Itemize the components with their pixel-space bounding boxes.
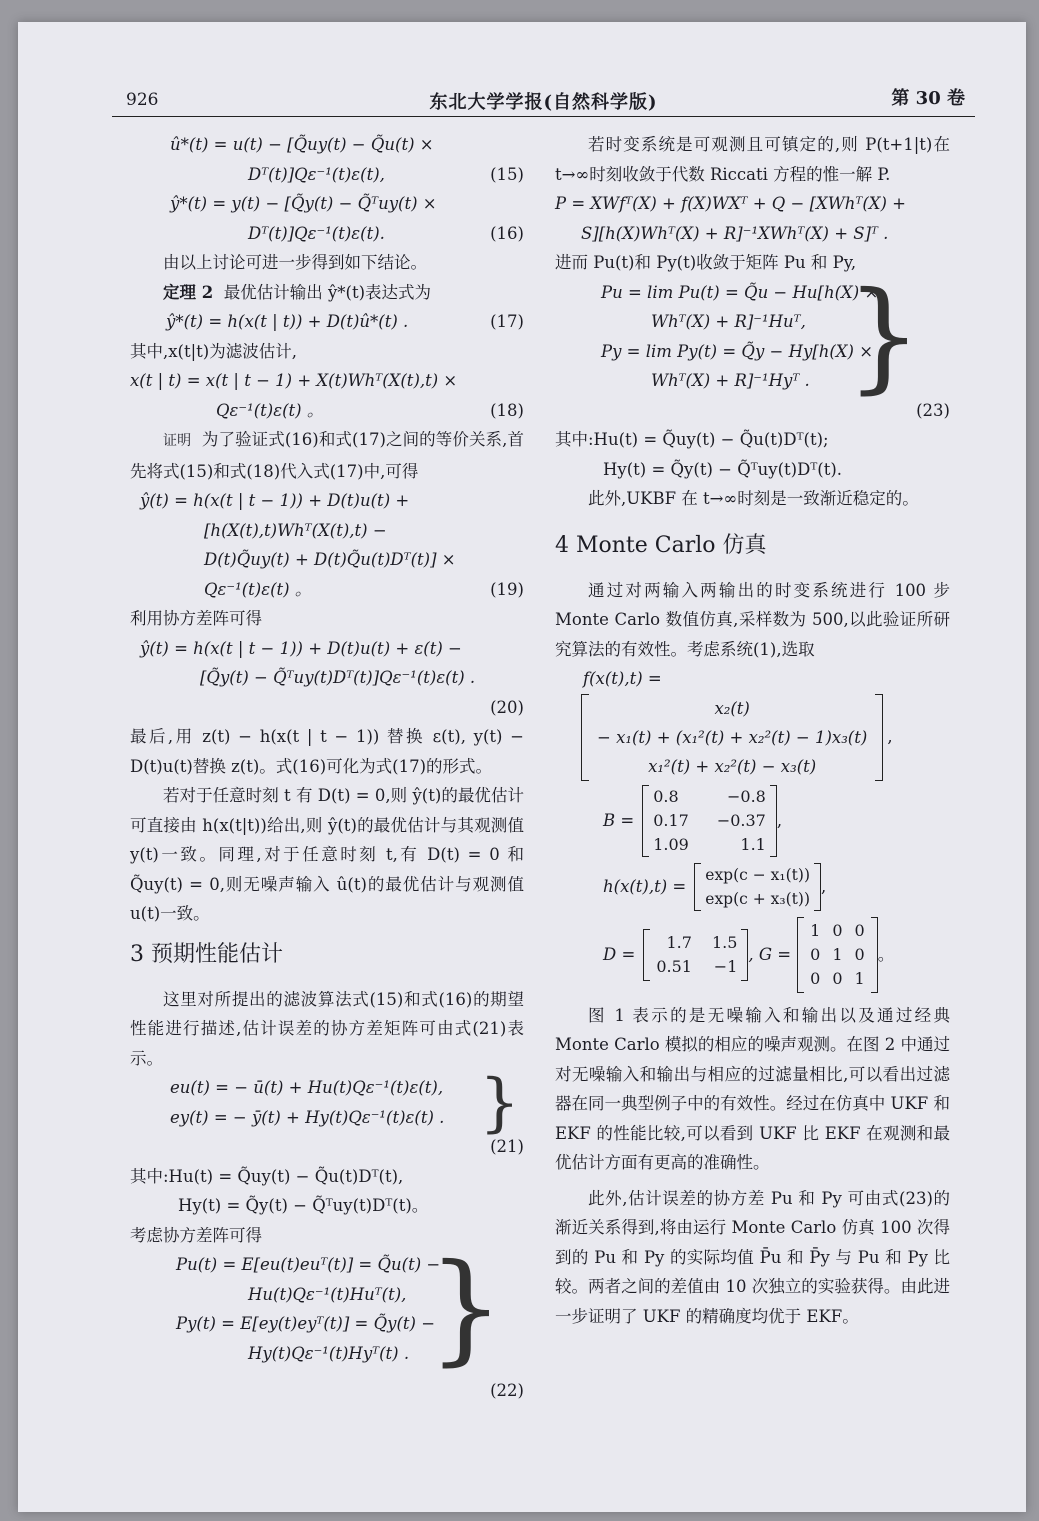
paragraph: 此外,UKBF 在 t→∞时刻是一致渐近稳定的。 [588,489,919,508]
equation-20-cont: [Q̃y(t) − Q̃ᵀuy(t)Dᵀ(t)]Qε⁻¹(t)ε(t) . [200,668,476,687]
matrix-table: 1 0 0 0 1 0 0 0 1 [810,920,865,988]
left-bracket [797,917,804,993]
matrix-label: , G = [748,944,792,964]
vector-entry: − x₁(t) + (x₁²(t) + x₂²(t) − 1)x₃(t) [597,727,868,747]
paragraph: 利用协方差阵可得 [130,609,262,628]
left-bracket [694,863,701,911]
h-definition: h(x(t),t) = exp(c − x₁(t)) exp(c + x₃(t)) , [555,863,950,911]
equation-number: (16) [490,223,524,243]
right-column [555,130,950,1331]
matrix-label: D = [603,944,636,964]
journal-title: 东北大学学报(自然科学版) [429,92,658,113]
left-bracket [581,694,589,781]
equation-22: Pu(t) = E[eu(t)euᵀ(t)] = Q̃u(t) − Hu(t)Qε⁻¹(t)Huᵀ(t), Py(t) = E[ey(t)eyᵀ(t)] = Q̃y(t) − Hy(t)Qε⁻¹(t)Hyᵀ(t) . } [176,1239,504,1378]
right-brace: } [479,1066,520,1140]
matrix-table: 1.7 1.5 0.51 −1 [656,932,738,976]
h-definition-lhs: h(x(t),t) = [603,876,687,896]
equation-15: û*(t) = u(t) − [Q̃uy(t) − Q̃u(t) × [170,135,434,154]
right-bracket [741,929,748,981]
equation-23: Pu = lim Pu(t) = Q̃u − Hu[h(X) × Whᵀ(X) + R]⁻¹Huᵀ, Py = lim Py(t) = Q̃y − Hy[h(X) × Whᵀ(X) + R]⁻¹Hyᵀ . } [601,266,922,406]
where-line: Hy(t) = Q̃y(t) − Q̃ᵀuy(t)Dᵀ(t)。 [178,1196,429,1215]
running-header [112,82,975,117]
vector-entry: exp(c + x₃(t)) [705,889,810,908]
where-line: 其中:Hu(t) = Q̃uy(t) − Q̃u(t)Dᵀ(t), [130,1166,404,1186]
where-line: Hy(t) = Q̃y(t) − Q̃ᵀuy(t)Dᵀ(t). [603,459,843,479]
left-column [130,130,524,1406]
proof-paragraph: 证明 为了验证式(16)和式(17)之间的等价关系,首先将式(15)和式(18)代入式(17)中,可得 [130,430,524,481]
equation-19: ŷ(t) = h(x(t | t − 1)) + D(t)u(t) + [140,491,410,510]
paragraph: 通过对两输入两输出的时变系统进行 100 步 Monte Carlo 数值仿真,采样数为 500,以此验证所研究算法的有效性。考虑系统(1),选取 [555,580,950,659]
vector-entry: x₂(t) [714,698,750,718]
matrix-table: 0.8 −0.8 0.17 −0.37 1.09 1.1 [653,786,766,854]
equation-19-cont: D(t)Q̃uy(t) + D(t)Q̃u(t)Dᵀ(t)] × [204,550,456,569]
equation-17: ŷ*(t) = h(x(t | t)) + D(t)û*(t) . (17) [130,307,524,337]
matrix-label: B = [603,810,635,830]
equation-number: (19) [490,579,524,599]
equation-number: (17) [490,312,524,331]
equation-23-number: (23) [916,400,950,420]
equation-22-number: (22) [490,1381,524,1400]
right-bracket [814,863,821,911]
section-heading: 4 Monte Carlo 仿真 [555,532,767,558]
riccati-equation: P = XWfᵀ(X) + f(X)WXᵀ + Q − [XWhᵀ(X) + [555,194,907,213]
matrices-D-G: D = 1.7 1.5 0.51 −1 , G = 1 0 0 0 1 0 0 0 1 。 [555,917,950,993]
paragraph: 其中,x(t|t)为滤波估计, [130,341,297,361]
vector-entry: x₁²(t) + x₂²(t) − x₃(t) [648,756,817,776]
left-bracket [643,929,650,981]
paragraph: 若对于任意时刻 t 有 D(t) = 0,则 ŷ(t)的最优估计可直接由 h(x(t|t))给出,则 ŷ(t)的最优估计与其观测值 y(t)一致。同理,对于任意时刻 t,有 D(t) = 0 和 Q̃uy(t) = 0,则无噪声输入 û(t)的最优估计与观测值 u(t)一致。 [130,786,524,923]
vector-entry: exp(c − x₁(t)) [705,865,810,884]
volume-label: 第 30 卷 [891,88,965,109]
theorem-label: 定理 2 [163,282,214,302]
right-brace: } [427,1239,504,1378]
paragraph: 这里对所提出的滤波算法式(15)和式(16)的期望性能进行描述,估计误差的协方差矩阵可由式(21)表示。 [130,989,524,1068]
paragraph: 图 1 表示的是无噪输入和输出以及通过经典 Monte Carlo 模拟的相应的噪声观测。在图 2 中通过对无噪输入和输出与相应的过滤量相比,可以看出过滤器在同一典型例子中的有效性。经过在仿真中 UKF 和 EKF 的性能比较,可以看到 UKF 比 EKF 在观测和最优估计方面有更高的准确性。 [555,1005,950,1172]
equation-20: ŷ(t) = h(x(t | t − 1)) + D(t)u(t) + ε(t) − [140,638,462,658]
right-bracket [770,785,777,857]
theorem-2: 定理 2 最优估计输出 ŷ*(t)表达式为 [163,282,432,302]
riccati-equation-cont: S][h(X)Whᵀ(X) + R]⁻¹XWhᵀ(X) + S]ᵀ . [581,223,889,243]
right-brace: } [845,266,922,406]
paragraph: 此外,估计误差的协方差 Pu 和 Py 可由式(23)的渐近关系得到,将由运行 Monte Carlo 仿真 100 次得到的 Pu 和 Py 的实际均值 P̄u 和 P̄y 与 Pu 和 Py 比较。两者之间的差值由 10 次独立的实验获得。由此进一步证明了 UKF 的精确度均优于 EKF。 [555,1188,950,1326]
f-definition-vector: x₂(t) − x₁(t) + (x₁²(t) + x₂²(t) − 1)x₃(t) x₁²(t) + x₂²(t) − x₃(t) , [555,694,950,781]
paragraph: 若时变系统是可观测且可镇定的,则 P(t+1|t)在 t→∞时刻收敛于代数 Riccati 方程的惟一解 P. [555,135,950,184]
page-number: 926 [126,90,159,110]
right-bracket [875,694,883,781]
equation-19-cont: Qε⁻¹(t)ε(t) 。 (19) [130,575,524,605]
paragraph: 由以上讨论可进一步得到如下结论。 [163,253,427,272]
paragraph: 进而 Pu(t)和 Py(t)收敛于矩阵 Pu 和 Py, [555,253,857,272]
where-line: 其中:Hu(t) = Q̃uy(t) − Q̃u(t)Dᵀ(t); [555,430,829,449]
section-heading: 3 预期性能估计 [130,941,283,967]
equation-19-cont: [h(X(t),t)Whᵀ(X(t),t) − [204,520,387,540]
f-definition-lhs: f(x(t),t) = [583,669,662,688]
paragraph: 考虑协方差阵可得 [130,1225,262,1245]
matrix-B: B = 0.8 −0.8 0.17 −0.37 1.09 1.1 , [555,785,950,857]
equation-number: (15) [490,164,524,184]
equation-number: (18) [490,400,524,420]
equation-21: eu(t) = − ū(t) + Hu(t)Qε⁻¹(t)ε(t), ey(t) = − ȳ(t) + Hy(t)Qε⁻¹(t)ε(t) . } [170,1066,520,1140]
paragraph: 最后,用 z(t) − h(x(t | t − 1)) 替换 ε(t), y(t) − D(t)u(t)替换 z(t)。式(16)可化为式(17)的形式。 [130,727,524,776]
equation-16: ŷ*(t) = y(t) − [Q̃y(t) − Q̃ᵀuy(t) × [170,194,437,213]
equation-18: x(t | t) = x(t | t − 1) + X(t)Whᵀ(X(t),t) × [130,371,458,390]
equation-16-cont: Dᵀ(t)]Qε⁻¹(t)ε(t). (16) [130,219,524,249]
equation-18-cont: Qε⁻¹(t)ε(t) 。 (18) [130,396,524,426]
left-bracket [642,785,649,857]
right-bracket [871,917,878,993]
equation-21-number: (21) [490,1137,524,1156]
equation-20-number: (20) [490,697,524,717]
equation-15-cont: Dᵀ(t)]Qε⁻¹(t)ε(t), (15) [130,160,524,190]
proof-label: 证明 [163,433,192,449]
